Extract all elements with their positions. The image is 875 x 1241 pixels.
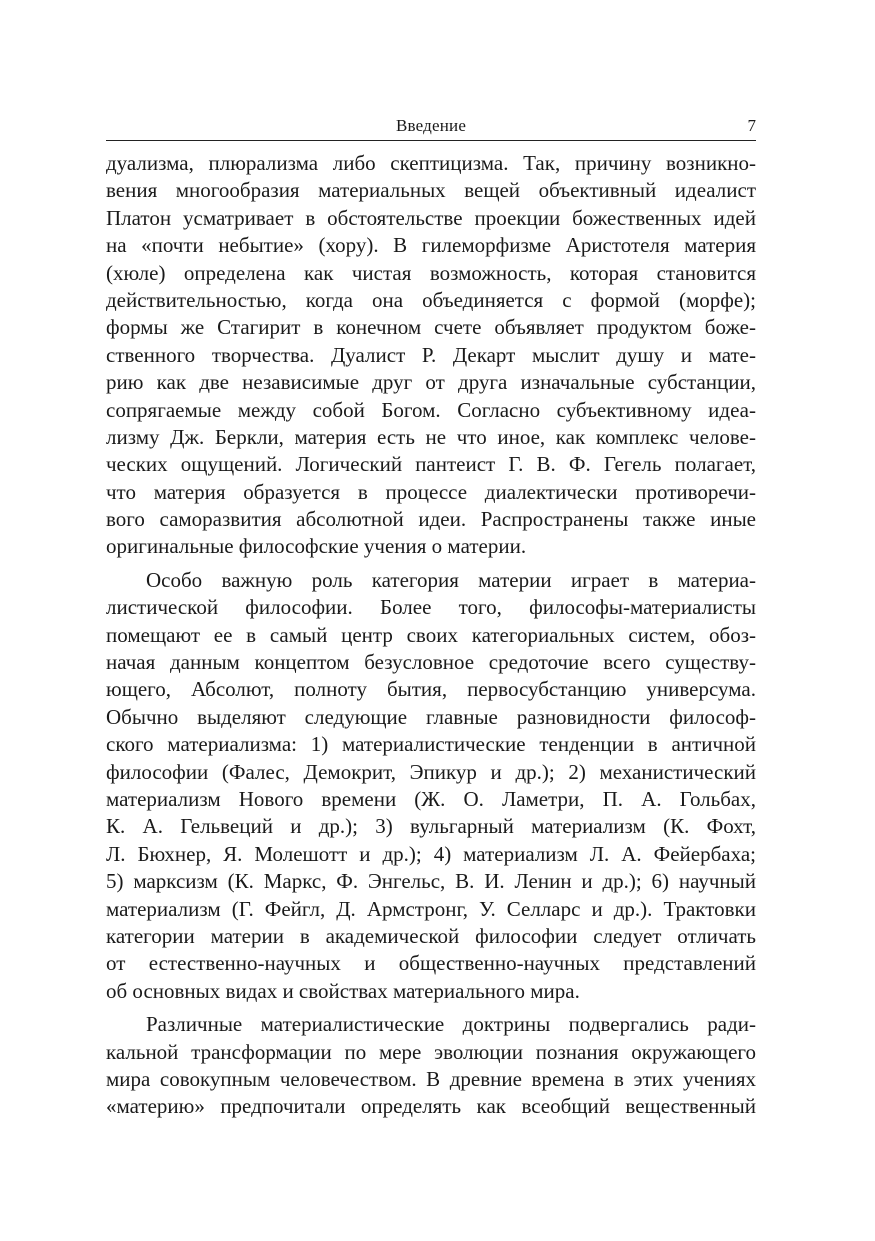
text-line: категории материи в академической философии следует отличать (106, 923, 756, 948)
text-line: ского материализма: 1) материалистические тенденции в античной (106, 732, 756, 757)
text-line: действительностью, когда она объединяется с формой (морфе); (106, 287, 756, 312)
text-line: Различные материалистические доктрины подвергались ради- (146, 1012, 756, 1037)
text-line: листической философии. Более того, философы-материалисты (106, 595, 756, 620)
paragraph-1 (106, 150, 756, 561)
text-line: что материя образуется в процессе диалектически противоречи- (106, 479, 756, 504)
text-line: Л. Бюхнер, Я. Молешотт и др.); 4) материализм Л. А. Фейербаха; (106, 841, 756, 866)
text-line: (хюле) определена как чистая возможность, которая становится (106, 260, 756, 285)
text-line: ющего, Абсолют, полноту бытия, первосубстанцию универсума. (106, 677, 756, 702)
text-line: материализм Нового времени (Ж. О. Ламетри, П. А. Гольбах, (106, 786, 756, 811)
text-line: К. А. Гельвеций и др.); 3) вульгарный материализм (К. Фохт, (106, 814, 756, 839)
text-line: мира совокупным человечеством. В древние времена в этих учениях (106, 1066, 756, 1091)
text-line: вого саморазвития абсолютной идеи. Распространены также иные (106, 507, 756, 532)
page-number: 7 (747, 116, 756, 135)
text-line: Особо важную роль категория материи играет в материа- (146, 567, 756, 592)
text-body (106, 150, 756, 1121)
text-line: на «почти небытие» (хору). В гилеморфизме Аристотеля материя (106, 233, 756, 258)
text-line: философии (Фалес, Демокрит, Эпикур и др.); 2) механистический (106, 759, 756, 784)
text-line: оригинальные философские учения о материи. (106, 534, 527, 559)
running-head: Введение (395, 116, 467, 135)
text-line: ческих ощущений. Логический пантеист Г. В. Ф. Гегель полагает, (106, 452, 756, 477)
text-line: формы же Стагирит в конечном счете объявляет продуктом боже- (106, 315, 756, 340)
text-line: сопрягаемые между собой Богом. Согласно субъективному идеа- (106, 397, 756, 422)
page-header (106, 112, 756, 141)
text-line: материализм (Г. Фейгл, Д. Армстронг, У. Селларс и др.). Трактовки (106, 896, 756, 921)
text-line: Платон усматривает в обстоятельстве проекции божественных идей (106, 205, 756, 230)
text-line: об основных видах и свойствах материального мира. (106, 978, 580, 1003)
text-line: помещают ее в самый центр своих категориальных систем, обоз- (106, 622, 756, 647)
text-line: 5) марксизм (К. Маркс, Ф. Энгельс, В. И. Ленин и др.); 6) научный (106, 869, 756, 894)
paragraph-2 (106, 567, 756, 1005)
text-line: от естественно-научных и общественно-научных представлений (106, 951, 756, 976)
text-line: ственного творчества. Дуалист Р. Декарт мыслит душу и мате- (106, 342, 756, 367)
text-line: начая данным концептом безусловное средоточие всего существу- (106, 650, 756, 675)
text-line: лизму Дж. Беркли, материя есть не что иное, как комплекс челове- (106, 424, 756, 449)
text-line: кальной трансформации по мере эволюции познания окружающего (106, 1039, 756, 1064)
text-line: дуализма, плюрализма либо скептицизма. Так, причину возникно- (106, 151, 756, 175)
text-line: «материю» предпочитали определять как всеобщий вещественный (106, 1094, 756, 1119)
paragraph-3 (106, 1011, 756, 1121)
text-line: вения многообразия материальных вещей объективный идеалист (106, 178, 756, 203)
text-line: рию как две независимые друг от друга изначальные субстанции, (106, 370, 756, 395)
text-line: Обычно выделяют следующие главные разновидности философ- (106, 704, 756, 729)
